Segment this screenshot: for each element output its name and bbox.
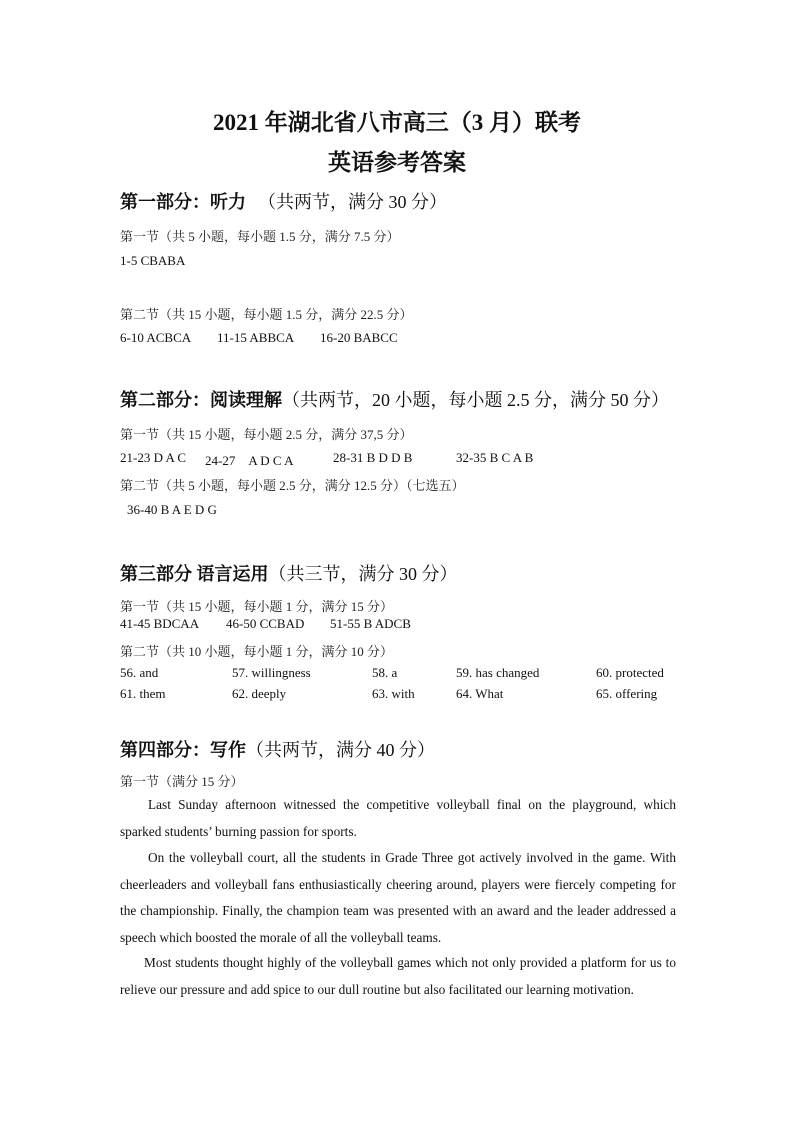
answer-group: 28-31 B D D B	[333, 450, 413, 465]
part1-section1-answers: 1-5 CBABA	[120, 253, 186, 268]
cloze-answer: 63. with	[372, 686, 415, 701]
cloze-answer: 58. a	[372, 665, 398, 680]
document-title: 2021 年湖北省八市高三（3 月）联考	[213, 110, 581, 135]
part1-heading	[120, 188, 447, 214]
part4-heading-title: 第四部分：写作	[120, 740, 246, 760]
answer-group: 41-45 BDCAA	[120, 616, 200, 631]
part1-section2-note: 第二节（共 15 小题，每小题 1.5 分，满分 22.5 分）	[120, 307, 413, 322]
part1-section1-note: 第一节（共 5 小题，每小题 1.5 分，满分 7.5 分）	[120, 229, 400, 244]
part1-heading-note: （共两节，满分 30 分）	[258, 192, 447, 212]
part2-section2-note: 第二节（共 5 小题，每小题 2.5 分，满分 12.5 分）（七选五）	[120, 478, 465, 493]
part2-section1-note: 第一节（共 15 小题，每小题 2.5 分，满分 37,5 分）	[120, 427, 413, 442]
cloze-answer: 64. What	[456, 686, 504, 701]
answer-group: 46-50 CCBAD	[226, 616, 305, 631]
part2-heading	[120, 386, 669, 412]
part3-heading-note: （共三节，满分 30 分）	[268, 564, 458, 584]
document-subtitle: 英语参考答案	[328, 150, 466, 175]
answer-group: 21-23 D A C	[120, 450, 187, 465]
cloze-answer: 57. willingness	[232, 665, 311, 680]
answer-group: 16-20 BABCC	[320, 330, 398, 345]
essay-paragraph-2: On the volleyball court, all the students in Grade Three got actively involved in the game. With cheerleaders and volleyball fans enthusiastically cheering around, players were fiercely competing for the championship. Finally, the champion team was presented with an award and the leader addressed a speech which boosted the morale of all the volleyball teams.	[120, 850, 676, 945]
cloze-answer: 56. and	[120, 665, 159, 680]
part2-heading-title: 第二部分：阅读理解	[120, 390, 282, 410]
answer-group: 11-15 ABBCA	[217, 330, 295, 345]
answer-group: 32-35 B C A B	[456, 450, 534, 465]
part1-heading-title: 第一部分：听力	[120, 192, 246, 212]
part4-section1-note: 第一节（满分 15 分）	[120, 774, 244, 789]
part2-section2-answers: 36-40 B A E D G	[127, 502, 217, 517]
cloze-answer: 60. protected	[596, 665, 664, 680]
part3-section2-note: 第二节（共 10 小题，每小题 1 分，满分 10 分）	[120, 644, 394, 659]
essay-paragraph-3: Most students thought highly of the volleyball games which not only provided a platform for us to relieve our pressure and add spice to our dull routine but also facilitated our learning motivation.	[120, 955, 676, 997]
answer-group: 51-55 B ADCB	[330, 616, 411, 631]
part3-section1-note: 第一节（共 15 小题，每小题 1 分，满分 15 分）	[120, 599, 394, 614]
part2-heading-note: （共两节，20 小题，每小题 2.5 分，满分 50 分）	[282, 390, 669, 410]
essay-paragraph-1: Last Sunday afternoon witnessed the competitive volleyball final on the playground, which sparked students’ burning passion for sports.	[120, 797, 676, 839]
part4-heading-note: （共两节，满分 40 分）	[246, 740, 435, 760]
answer-group: 6-10 ACBCA	[120, 330, 192, 345]
cloze-answer: 59. has changed	[456, 665, 540, 680]
cloze-answer: 61. them	[120, 686, 166, 701]
part3-heading-title: 第三部分 语言运用	[120, 564, 269, 584]
cloze-answer: 62. deeply	[232, 686, 287, 701]
cloze-answer: 65. offering	[596, 686, 658, 701]
answer-group: 24-27 A D C A	[205, 453, 294, 468]
part3-heading	[120, 560, 458, 586]
part4-heading	[120, 736, 435, 762]
